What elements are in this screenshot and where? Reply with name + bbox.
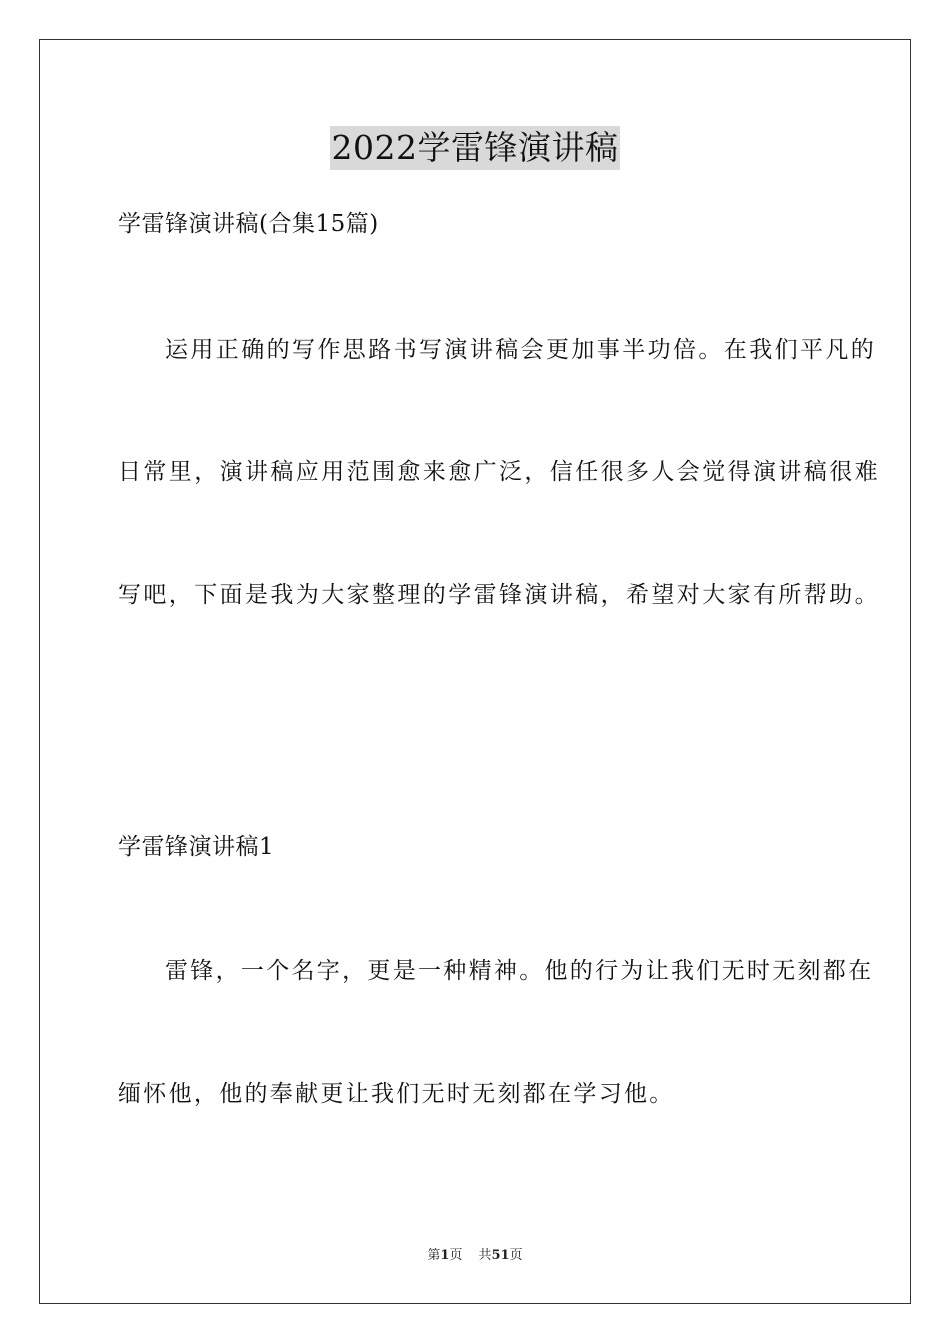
footer-page-number: 1 bbox=[440, 1248, 450, 1263]
section-paragraph-line-1: 雷锋，一个名字，更是一种精神。他的行为让我们无时无刻都在 bbox=[165, 958, 874, 984]
footer-page-suffix: 页 bbox=[449, 1248, 463, 1263]
intro-paragraph-line-1: 运用正确的写作思路书写演讲稿会更加事半功倍。在我们平凡的 bbox=[165, 337, 877, 363]
section-paragraph-line-2: 缅怀他，他的奉献更让我们无时无刻都在学习他。 bbox=[118, 1081, 675, 1107]
footer-total-prefix: 共 bbox=[478, 1248, 492, 1263]
page-footer bbox=[0, 1247, 950, 1265]
footer-total-suffix: 页 bbox=[509, 1248, 523, 1263]
document-subtitle: 学雷锋演讲稿(合集15篇) bbox=[118, 211, 379, 237]
document-title: 2022学雷锋演讲稿 bbox=[330, 126, 621, 170]
intro-paragraph-line-2: 日常里，演讲稿应用范围愈来愈广泛，信任很多人会觉得演讲稿很难 bbox=[118, 459, 880, 485]
section-title: 学雷锋演讲稿1 bbox=[118, 834, 275, 860]
footer-total-pages: 51 bbox=[491, 1248, 510, 1263]
title-container bbox=[0, 126, 950, 170]
footer-page-prefix: 第 bbox=[427, 1248, 441, 1263]
intro-paragraph-line-3: 写吧，下面是我为大家整理的学雷锋演讲稿，希望对大家有所帮助。 bbox=[118, 582, 880, 608]
